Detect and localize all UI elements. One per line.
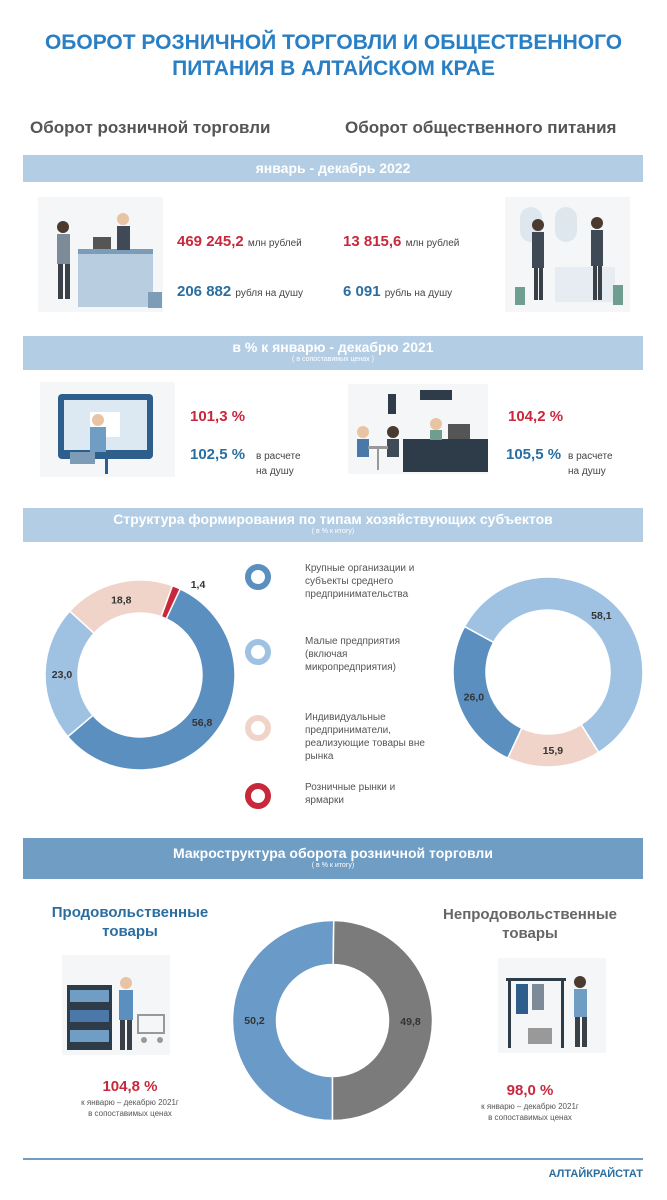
clothing-illustration [498, 958, 606, 1053]
waiter-icon [505, 197, 630, 312]
retail-structure-label-3: 1,4 [190, 578, 206, 591]
footer-brand: АЛТАЙКРАЙСТАТ [548, 1168, 643, 1180]
catering-structure-label-0: 26,0 [463, 691, 485, 704]
catering-total [343, 233, 459, 250]
structure-band-title: Структура формирования по типам хозяйствующих субъектов [113, 511, 553, 527]
food-label2: товары [102, 923, 158, 940]
page-title-line2: ПИТАНИЯ В АЛТАЙСКОМ КРАЕ [172, 57, 495, 80]
footer-divider [23, 1158, 643, 1160]
nonfood-label2: товары [502, 925, 558, 942]
retail-total-unit: млн рублей [247, 238, 302, 249]
legend-label-small: Малые предприятия (включая микропредприятия) [305, 636, 401, 673]
retail-index-pc-label2: на душу [256, 466, 294, 477]
retail-structure-label-2: 18,8 [111, 594, 132, 607]
online-store-icon [40, 382, 175, 477]
food-note [40, 1097, 220, 1119]
grocery-illustration [62, 955, 170, 1055]
retail-index-pc-label [256, 449, 301, 479]
catering-total-unit: млн рублей [405, 238, 460, 249]
legend-swatch-markets [245, 783, 271, 809]
retail-per-capita-value: 206 882 [177, 283, 232, 300]
catering-total-value: 13 815,6 [343, 233, 402, 250]
legend-label-large: Крупные организации и субъекты среднего предпринимательства [305, 563, 415, 600]
macro-band [23, 838, 643, 879]
retail-index-pc: 102,5 % [190, 446, 246, 463]
macro-structure-label-1: 49,8 [400, 1015, 421, 1028]
retail-structure-donut [40, 575, 240, 775]
grocery-cart-icon [62, 955, 170, 1055]
legend-swatch-large [245, 564, 271, 590]
nonfood-note [430, 1101, 630, 1123]
macro-structure-label-0: 50,2 [244, 1015, 265, 1028]
macro-band-note: ( в % к итогу) [311, 862, 355, 869]
catering-structure-label-2: 15,9 [542, 744, 564, 757]
retail-subhead: Оборот розничной торговли [30, 118, 271, 137]
structure-band-note: ( в % к итогу) [311, 528, 355, 535]
nonfood-note1: к январю – декабрю 2021г [481, 1102, 579, 1111]
retail-total [177, 233, 302, 250]
structure-band [23, 508, 643, 542]
retail-per-capita-unit: рубля на душу [235, 288, 303, 299]
index-band [23, 336, 643, 370]
index-band-title: в % к январю - декабрю 2021 [232, 339, 434, 355]
retail-structure-label-1: 23,0 [51, 668, 73, 681]
food-label [40, 903, 220, 941]
food-note1: к январю – декабрю 2021г [81, 1098, 179, 1107]
coffee-shop-icon [348, 384, 488, 474]
catering-index-pc: 105,5 % [506, 446, 562, 463]
restaurant-illustration [505, 197, 630, 312]
clothing-rack-icon [498, 958, 606, 1053]
retail-index-pc-label1: в расчете [256, 451, 301, 462]
catering-index-pc-label1: в расчете [568, 451, 613, 462]
catering-per-capita [343, 283, 452, 300]
nonfood-label [430, 905, 630, 943]
legend-label-individual: Индивидуальные предприниматели, реализующие товары вне рынка [305, 712, 425, 762]
legend-swatch-small [245, 639, 271, 665]
retail-index: 101,3 % [190, 408, 246, 425]
catering-per-capita-value: 6 091 [343, 283, 381, 300]
page-title-line1: ОБОРОТ РОЗНИЧНОЙ ТОРГОВЛИ И ОБЩЕСТВЕННОГО [44, 31, 623, 54]
period-band: январь - декабрь 2022 [23, 155, 643, 182]
retail-total-value: 469 245,2 [177, 233, 244, 250]
macro-structure-donut [230, 918, 435, 1123]
retail-structure-segment-2 [70, 580, 173, 633]
online-shop-illustration [40, 382, 175, 477]
retail-shop-illustration [38, 197, 163, 312]
catering-structure-label-1: 58,1 [591, 610, 612, 623]
catering-index-pc-label [568, 449, 613, 479]
catering-index: 104,2 % [508, 408, 564, 425]
legend-label-markets: Розничные рынки и ярмарки [305, 782, 396, 806]
food-label1: Продовольственные [51, 904, 209, 921]
coffee-shop-illustration [348, 384, 488, 474]
retail-structure-label-0: 56,8 [191, 717, 213, 730]
retail-per-capita [177, 283, 303, 300]
catering-index-pc-label2: на душу [568, 466, 606, 477]
catering-subhead: Оборот общественного питания [345, 118, 617, 137]
shop-counter-icon [38, 197, 163, 312]
nonfood-label1: Непродовольственные [443, 906, 617, 923]
catering-per-capita-unit: рубль на душу [384, 288, 453, 299]
index-band-note: ( в сопоставимых ценах ) [292, 356, 374, 363]
nonfood-index: 98,0 % [506, 1082, 554, 1099]
legend-swatch-individual [245, 715, 271, 741]
macro-band-title: Макроструктура оборота розничной торговли [173, 845, 493, 861]
food-index: 104,8 % [102, 1078, 158, 1095]
nonfood-note2: в сопоставимых ценах [488, 1113, 572, 1122]
food-note2: в сопоставимых ценах [88, 1109, 172, 1118]
catering-structure-donut [448, 572, 648, 772]
